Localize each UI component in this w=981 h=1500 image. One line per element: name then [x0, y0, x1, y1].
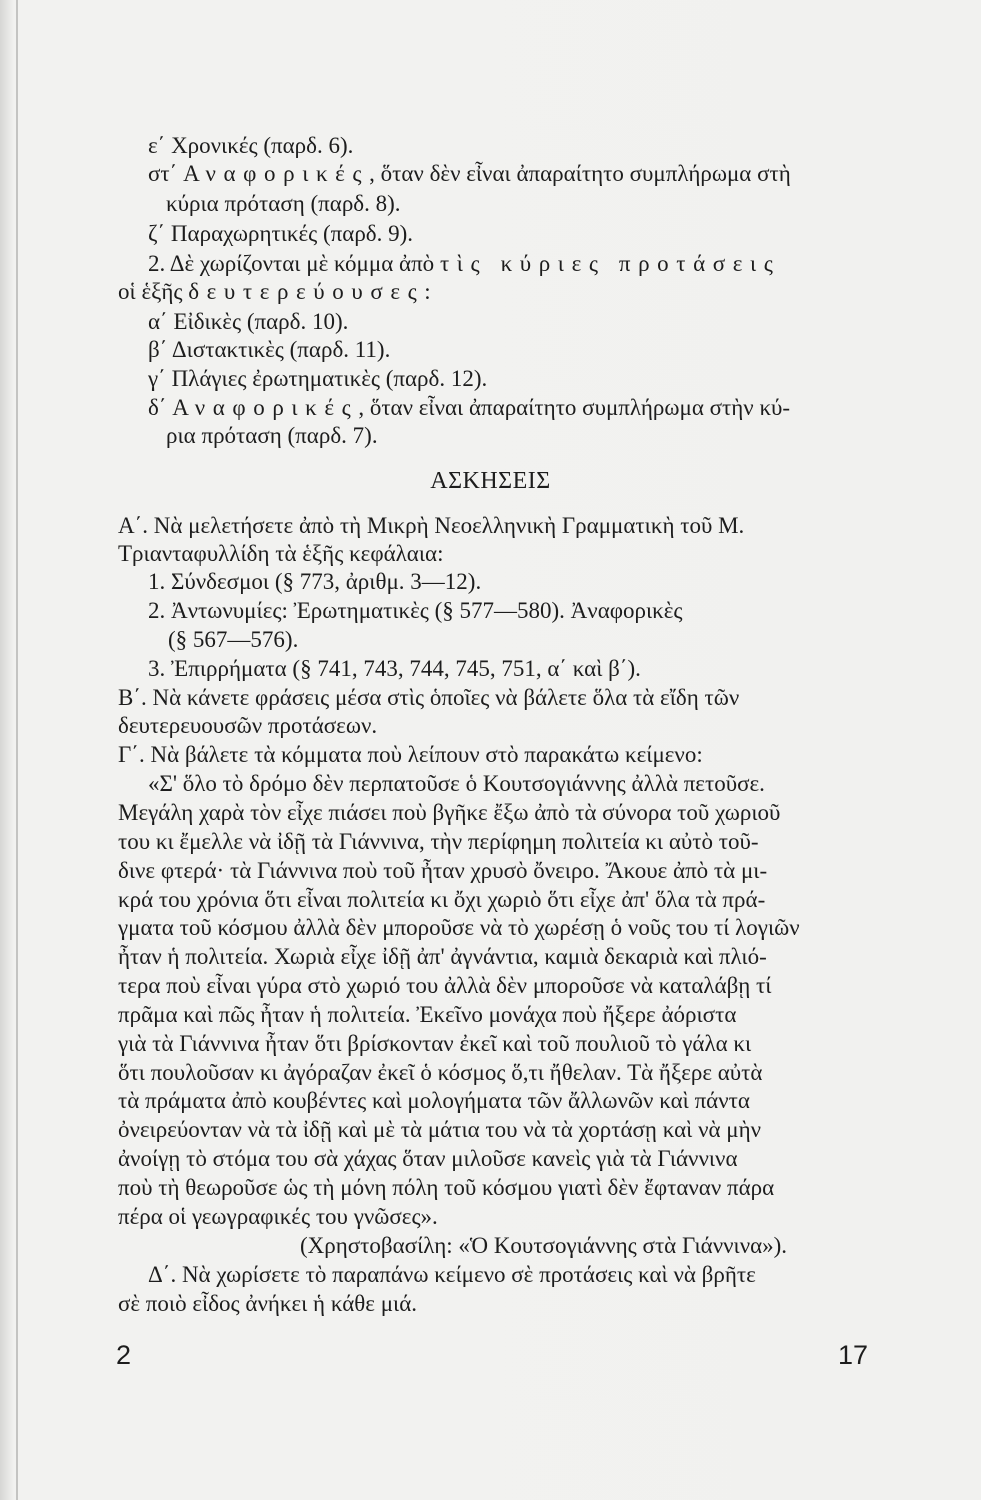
- line-text: κύρια πρόταση (παρδ. 8).: [166, 191, 401, 216]
- exercise-a-item: 3. Ἐπιρρήματα (§ 741, 743, 744, 745, 751, α΄ καὶ β΄).: [148, 656, 641, 681]
- passage-line: ὀνειρεύονταν νὰ τὰ ἰδῇ καὶ μὲ τὰ μάτια του νὰ τὰ χορτάσῃ καὶ νὰ μὴν: [118, 1117, 762, 1142]
- spaced-term: τὶς κύριες προτάσεις: [439, 251, 781, 276]
- list-item-g: [148, 365, 487, 393]
- list-item-d: [148, 394, 790, 422]
- passage-line: του κι ἔμελλε νὰ ἰδῇ τὰ Γιάννινα, τὴν περίφημη πολιτεία κι αὐτὸ τοῦ-: [118, 829, 759, 854]
- item-marker: στ΄: [148, 161, 184, 186]
- passage-line: γματα τοῦ κόσμου ἀλλὰ δὲν μποροῦσε νὰ τὸ χωρέσῃ ὁ νοῦς του τί λογιῶν: [118, 915, 800, 940]
- exercise-a-item: 1. Σύνδεσμοι (§ 773, ἀριθμ. 3—12).: [148, 569, 482, 594]
- line-text: γ΄ Πλάγιες ἐρωτηματικὲς (παρδ. 12).: [148, 366, 488, 391]
- page-number: 17: [838, 1340, 869, 1370]
- passage-line: πέρα οἱ γεωγραφικές του γνῶσες».: [118, 1204, 438, 1229]
- passage-line: «Σ' ὅλο τὸ δρόμο δὲν περπατοῦσε ὁ Κουτσογιάννης ἀλλὰ πετοῦσε.: [148, 771, 765, 796]
- line-text: ρια πρόταση (παρδ. 7).: [166, 423, 378, 448]
- passage-line: τερα ποὺ εἶναι γύρα στὸ χωριό του ἀλλὰ δὲν μποροῦσε νὰ καταλάβῃ τί: [118, 973, 772, 998]
- passage-line: ὅτι πουλοῦσαν κι ἀγόραζαν ἐκεῖ ὁ κόσμος ὅ,τι ἤθελαν. Τὰ ἤξερε αὐτὰ: [118, 1060, 763, 1085]
- signature-mark: 2: [116, 1340, 132, 1370]
- exercise-g-line: Γ΄. Νὰ βάλετε τὰ κόμματα ποὺ λείπουν στὸ παρακάτω κείμενο:: [118, 742, 703, 767]
- spaced-term: δευτερεύουσες:: [188, 279, 439, 304]
- spaced-term: Αναφορικές: [172, 395, 359, 420]
- page-binding-edge: [16, 0, 18, 1500]
- line-text: ζ΄ Παραχωρητικές (παρδ. 9).: [148, 221, 414, 246]
- line-text: α΄ Εἰδικὲς (παρδ. 10).: [148, 309, 349, 334]
- passage-line: τὰ πράματα ἀπὸ κουβέντες καὶ μολογήματα τῶν ἄλλωνῶν καὶ πάντα: [118, 1088, 750, 1113]
- exercise-d-line: Δ΄. Νὰ χωρίσετε τὸ παραπάνω κείμενο σὲ προτάσεις καὶ νὰ βρῆτε: [148, 1262, 756, 1287]
- continuation-line: [118, 278, 438, 306]
- exercise-b-line: Β΄. Νὰ κάνετε φράσεις μέσα στὶς ὁποῖες νὰ βάλετε ὅλα τὰ εἴδη τῶν: [118, 685, 740, 710]
- passage-line: ποὺ τὴ θεωροῦσε ὡς τὴ μόνη πόλη τοῦ κόσμου γιατὶ δὲν ἔφταναν πάρα: [118, 1175, 775, 1200]
- item-marker: δ΄: [148, 395, 173, 420]
- line-text: β΄ Διστακτικὲς (παρδ. 11).: [148, 337, 391, 362]
- list-item-z: [148, 220, 413, 248]
- list-item-e: [148, 132, 353, 160]
- exercise-a-item: 2. Ἀντωνυμίες: Ἐρωτηματικὲς (§ 577—580). Ἀναφορικὲς: [148, 598, 683, 623]
- line-text: 2. Δὲ χωρίζονται μὲ κόμμα ἀπὸ: [148, 251, 440, 276]
- list-item-a: [148, 308, 348, 336]
- line-text: , ὅταν δὲν εἶναι ἀπαραίτητο συμπλήρωμα στὴ: [369, 161, 791, 186]
- passage-line: δινε φτερά· τὰ Γιάννινα ποὺ τοῦ ἦταν χρυσὸ ὄνειρο. Ἄκουε ἀπὸ τὰ μι-: [118, 858, 768, 883]
- spaced-term: Αναφορικές: [183, 161, 370, 186]
- line-text: ε΄ Χρονικές (παρδ. 6).: [148, 133, 354, 158]
- list-item-st: [148, 160, 791, 188]
- passage-line: κρά του χρόνια ὅτι εἶναι πολιτεία κι ὄχι χωριὸ ὅτι εἶχε ἀπ' ὅλα τὰ πρά-: [118, 887, 766, 912]
- rule-2: [148, 250, 780, 278]
- passage-line: πρᾶμα καὶ πῶς ἦταν ἡ πολιτεία. Ἐκεῖνο μονάχα ποὺ ἤξερε ἀόριστα: [118, 1002, 737, 1027]
- passage-line: Μεγάλη χαρὰ τὸν εἶχε πιάσει ποὺ βγῆκε ἔξω ἀπὸ τὰ σύνορα τοῦ χωριοῦ: [118, 800, 781, 825]
- passage-line: ἀνοίγῃ τὸ στόμα του σὰ χάχας ὅταν μιλοῦσε κανεὶς γιὰ τὰ Γιάννινα: [118, 1146, 738, 1171]
- section-heading: ΑΣΚΗΣΕΙΣ: [430, 468, 551, 494]
- list-item-b: [148, 336, 390, 364]
- line-text: , ὅταν εἶναι ἀπαραίτητο συμπλήρωμα στὴν κύ-: [358, 395, 791, 420]
- line-text: οἱ ἑξῆς: [118, 279, 189, 304]
- passage-line: γιὰ τὰ Γιάννινα ἦταν ὅτι βρίσκονταν ἐκεῖ καὶ τοῦ πουλιοῦ τὸ γάλα κι: [118, 1031, 752, 1056]
- passage-line: ἦταν ἡ πολιτεία. Χωριὰ εἶχε ἰδῇ ἀπ' ἀγνάντια, καμιὰ δεκαριὰ καὶ πλιό-: [118, 944, 767, 969]
- exercise-a-line: Α΄. Νὰ μελετήσετε ἀπὸ τὴ Μικρὴ Νεοελληνικὴ Γραμματικὴ τοῦ Μ.: [118, 513, 745, 538]
- continuation-line: [166, 190, 401, 218]
- source-citation: (Χρηστοβασίλη: «Ὁ Κουτσογιάννης στὰ Γιάννινα»).: [300, 1233, 788, 1258]
- continuation-line: [166, 422, 378, 450]
- exercise-b-line: δευτερευουσῶν προτάσεων.: [118, 713, 378, 738]
- exercise-a-line: Τριανταφυλλίδη τὰ ἑξῆς κεφάλαια:: [118, 541, 444, 566]
- exercise-a-item: (§ 567—576).: [168, 627, 299, 652]
- exercise-d-line: σὲ ποιὸ εἶδος ἀνήκει ἡ κάθε μιά.: [118, 1291, 418, 1316]
